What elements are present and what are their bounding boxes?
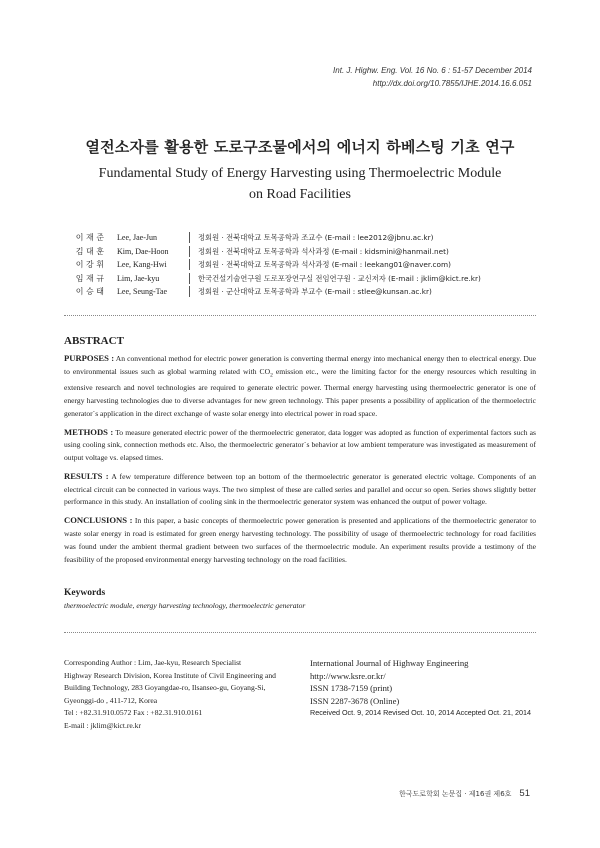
author-name-en: Lee, Jae-Jun bbox=[117, 233, 157, 242]
author-name-kr: 이 승 태 bbox=[75, 287, 104, 296]
author-affiliation: 정회원 · 전북대학교 토목공학과 석사과정 (E-mail : kidsmini@hanmail.net) bbox=[198, 246, 449, 256]
results-label: RESULTS : bbox=[64, 470, 109, 481]
divider bbox=[189, 232, 190, 243]
corresponding-line: Highway Research Division, Korea Institute of Civil Engineering and bbox=[64, 670, 276, 680]
author-name-kr: 임 재 규 bbox=[75, 273, 104, 283]
divider bbox=[189, 273, 190, 284]
author-affiliation: 정회원 · 군산대학교 토목공학과 부교수 (E-mail : stlee@kunsan.ac.kr) bbox=[198, 287, 432, 296]
conclusions-label: CONCLUSIONS : bbox=[64, 515, 133, 526]
author-row bbox=[64, 272, 544, 286]
dotted-divider-bottom bbox=[64, 632, 536, 633]
page-number: 51 bbox=[519, 788, 530, 799]
purposes-label: PURPOSES : bbox=[64, 353, 115, 363]
author-affiliation: 한국건설기술연구원 도로포장연구실 전임연구원 · 교신저자 (E-mail : jklim@kict.re.kr) bbox=[198, 273, 481, 283]
corresponding-author-block bbox=[64, 657, 300, 733]
review-dates: Received Oct. 9, 2014 Revised Oct. 10, 2014 Accepted Oct. 21, 2014 bbox=[310, 708, 531, 718]
author-row bbox=[64, 258, 544, 272]
corresponding-line: Corresponding Author : Lim, Jae-kyu, Research Specialist bbox=[64, 658, 242, 667]
author-row bbox=[64, 245, 544, 259]
abstract-methods bbox=[64, 426, 536, 465]
purposes-subscript: 2 bbox=[270, 372, 273, 379]
author-name-kr: 김 대 훈 bbox=[75, 246, 104, 256]
journal-info-block bbox=[310, 657, 550, 720]
abstract-heading: ABSTRACT bbox=[64, 335, 124, 347]
divider bbox=[189, 246, 190, 257]
title-korean: 열전소자를 활용한 도로구조물에서의 에너지 하베스팅 기초 연구 bbox=[85, 138, 515, 156]
abstract-purposes bbox=[64, 352, 536, 421]
citation-volume: Vol. 16 No. 6 : 51-57 December 2014 bbox=[399, 66, 532, 75]
issn-online: ISSN 2287-3678 (Online) bbox=[310, 695, 400, 706]
author-name-en: Kim, Dae-Hoon bbox=[117, 246, 169, 256]
issn-print: ISSN 1738-7159 (print) bbox=[310, 683, 393, 694]
author-affiliation: 정회원 · 전북대학교 토목공학과 조교수 (E-mail : lee2012@jbnu.ac.kr) bbox=[198, 233, 434, 242]
author-name-en: Lee, Seung-Tae bbox=[117, 287, 168, 296]
page-footer bbox=[399, 788, 530, 799]
author-name-en: Lee, Kang-Hwi bbox=[117, 260, 167, 269]
citation-journal-abbrev: Int. J. Highw. Eng. bbox=[333, 66, 398, 75]
corresponding-line: Gyeonggi-do , 411-712, Korea bbox=[64, 695, 158, 705]
conclusions-text: In this paper, a basic concepts of thermoelectric power generation is presented and applications of the thermoelectric generator to waste solar energy in road is estimated for green energy harvesting technology. The possibility of usage of thermoelectric technology for road facilities was found under the ambient thermal gradient between two surfaces of the thermoelectric module. An experiment results provide a testimony of the feasibility of the proposed environmental energy harvesting technology on the road facilities. bbox=[64, 516, 536, 564]
corresponding-line: Building Technology, 283 Goyangdae-ro, Ilsanseo-gu, Goyang-Si, bbox=[64, 683, 266, 693]
footer-journal: 한국도로학회 논문집 · 제16권 제6호 bbox=[399, 790, 512, 798]
methods-label: METHODS : bbox=[64, 426, 114, 437]
corresponding-line: Tel : +82.31.910.0572 Fax : +82.31.910.0161 bbox=[64, 708, 203, 718]
keywords-heading: Keywords bbox=[64, 588, 106, 598]
corresponding-email[interactable]: E-mail : jklim@kict.re.kr bbox=[64, 720, 142, 730]
doi-link[interactable]: http://dx.doi.org/10.7855/IJHE.2014.16.6.051 bbox=[372, 79, 532, 88]
author-name-en: Lim, Jae-kyu bbox=[117, 273, 160, 283]
author-name-kr: 이 재 준 bbox=[75, 233, 104, 242]
title-english: Fundamental Study of Energy Harvesting using Thermoelectric Module on Road Facilities bbox=[98, 166, 502, 202]
journal-citation bbox=[333, 64, 532, 90]
author-list bbox=[64, 231, 544, 299]
purposes-text-a: An conventional method for electric power generation is converting thermal energy into mechanical energy then to electrical energy. Due to environmental issues such as global warming related with CO bbox=[64, 354, 537, 376]
author-name-kr: 이 강 휘 bbox=[75, 260, 104, 269]
abstract-conclusions bbox=[64, 514, 536, 566]
journal-name: International Journal of Highway Engineering bbox=[310, 658, 469, 668]
author-row bbox=[64, 231, 544, 245]
divider bbox=[189, 286, 190, 297]
purposes-text-b: emission etc., were the limiting factor for the energy resources which resulting in extensive research and novel technologies are required to generate electric power. Thermal energy harvesting using thermoelectric generator is one of energy harvesting technologies due to diverse advantages for new green technology. This paper presents a possibility of application of the thermoelectric generator`s application in the direct exchange of waste solar energy into electrical power in road space. bbox=[64, 366, 537, 418]
methods-text: To measure generated electric power of the thermoelectric generator, data logger was adopted as function of experimental factors such as using cooling sink, connection methods etc. Also, the thermoelectric generator`s behavior at low ambient temperature was investigated as measurement of output voltage vs. elapsed times. bbox=[64, 427, 536, 463]
journal-url[interactable]: http://www.ksre.or.kr/ bbox=[310, 670, 386, 681]
divider bbox=[189, 259, 190, 270]
dotted-divider-top bbox=[64, 315, 536, 316]
results-text: A few temperature difference between top an bottom of the thermoelectric generator is generated electric voltage. Components of an electrical circuit can be connected in various ways. The two simplest of these are called series and parallel and occur so open. Series shows slightly better performance in this study. An installation of cooling sink in the thermoelectric generator system was enhanced the output of power voltage. bbox=[64, 471, 537, 507]
abstract-body bbox=[64, 352, 536, 571]
author-row bbox=[64, 285, 544, 299]
author-affiliation: 정회원 · 전북대학교 토목공학과 석사과정 (E-mail : leekang01@naver.com) bbox=[198, 260, 451, 269]
keywords-text: thermoelectric module, energy harvesting technology, thermoelectric generator bbox=[64, 601, 306, 610]
abstract-results bbox=[64, 470, 536, 509]
